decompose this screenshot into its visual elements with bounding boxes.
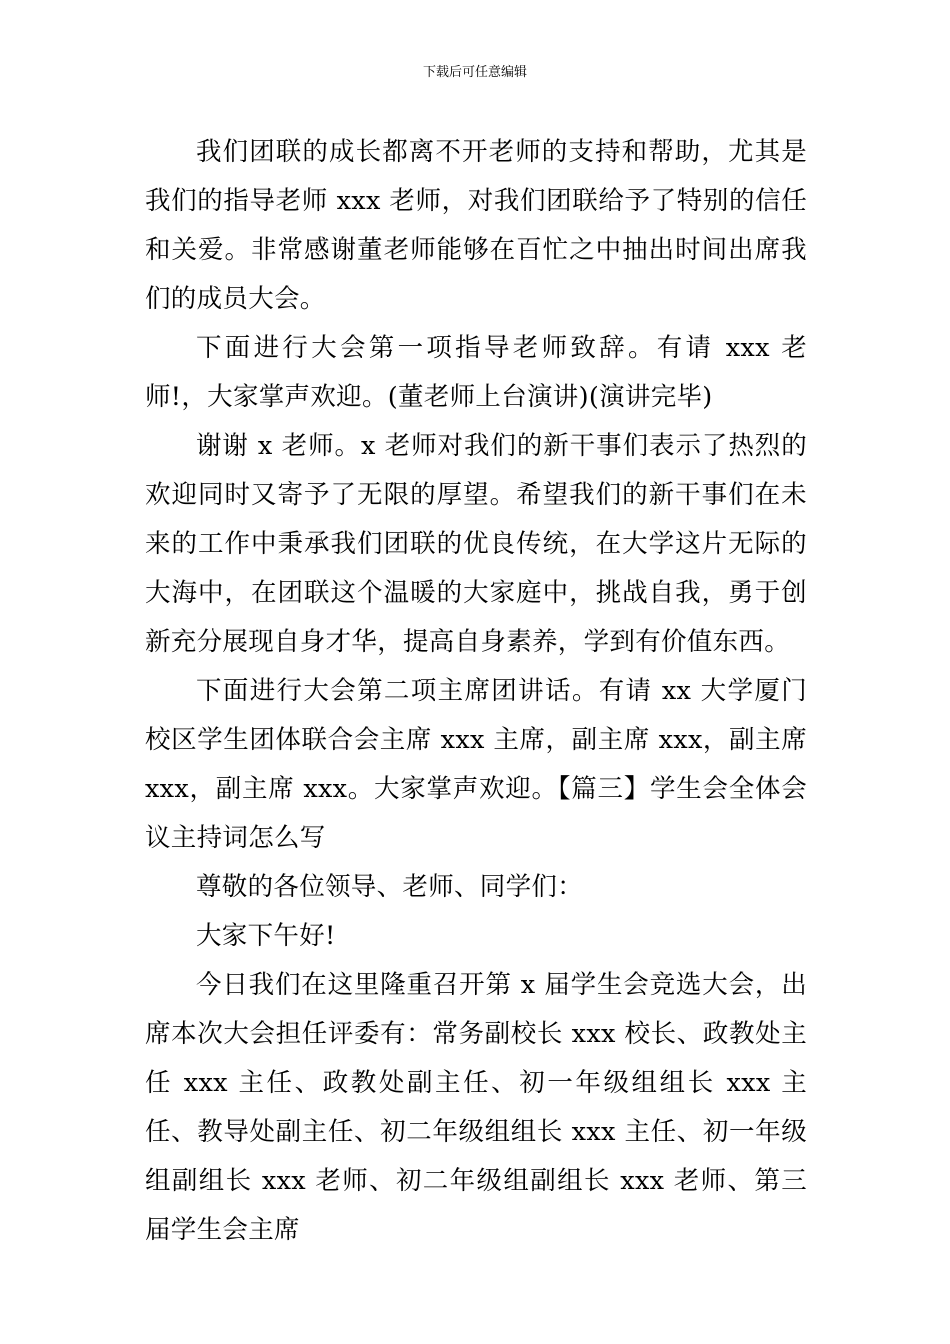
paragraph-5: 尊敬的各位领导、老师、同学们：	[196, 872, 584, 902]
paragraph-7: 今日我们在这里隆重召开第 x 届学生会竞选大会，出席本次大会担任评委有：常务副校长 xxx 校长、政教处主任 xxx 主任、政教处副主任、初一年级组组长 xxx 主任、教导处副主任、初二年级组组长 xxx 主任、初一年级组副组长 xxx 老师、初二年级组副组长 xxx 老师、第三届学生会主席	[145, 970, 807, 1245]
paragraph-1: 我们团联的成长都离不开老师的支持和帮助，尤其是我们的指导老师 xxx 老师，对我们团联给予了特别的信任和关爱。非常感谢董老师能够在百忙之中抽出时间出席我们的成员大会。	[145, 137, 807, 314]
page-header: 下载后可任意编辑	[422, 65, 527, 80]
document-body	[145, 128, 807, 1255]
paragraph-4: 下面进行大会第二项主席团讲话。有请 xx 大学厦门校区学生团体联合会主席 xxx 主席，副主席 xxx，副主席 xxx，副主席 xxx。大家掌声欢迎。【篇三】学生会全体会议主持词怎么写	[145, 676, 807, 853]
paragraph-6: 大家下午好!	[196, 921, 336, 951]
paragraph-3: 谢谢 x 老师。x 老师对我们的新干事们表示了热烈的欢迎同时又寄予了无限的厚望。希望我们的新干事们在未来的工作中秉承我们团联的优良传统，在大学这片无际的大海中，在团联这个温暖的大家庭中，挑战自我，勇于创新充分展现自身才华，提高自身素养，学到有价值东西。	[145, 431, 807, 657]
paragraph-2: 下面进行大会第一项指导老师致辞。有请 xxx 老师!，大家掌声欢迎。(董老师上台演讲)(演讲完毕)	[145, 333, 807, 412]
